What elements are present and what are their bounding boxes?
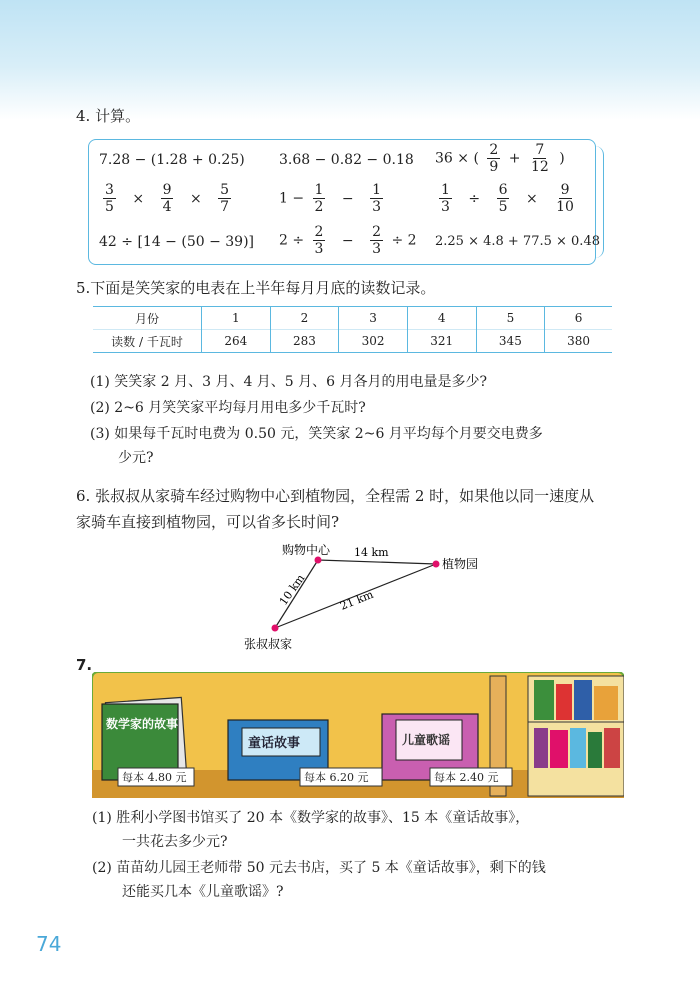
- calc-1b: 3.68 − 0.82 − 0.18: [279, 152, 414, 168]
- calc-2b: 1 − $\frac{1}{2}$ − $\frac{1}{3}$: [279, 182, 382, 215]
- label-d3: 21 km: [338, 587, 376, 613]
- calc-3c: 2.25 × 4.8 + 77.5 × 0.48: [435, 234, 600, 249]
- label-home: 张叔叔家: [244, 637, 293, 651]
- book1-title: 数学家的故事: [106, 717, 179, 731]
- point-shopping: [315, 557, 322, 564]
- price-tag: 每本 6.20 元: [304, 771, 369, 784]
- cell-reading: 302: [339, 330, 408, 353]
- q5-sub1: (1) 笑笑家 2 月、3 月、4 月、5 月、6 月各月的用电量是多少?: [90, 374, 488, 390]
- page-number: 74: [36, 932, 62, 956]
- cell-month: 6: [545, 307, 612, 330]
- q6-line2: 家骑车直接到植物园，可以省多长时间?: [76, 513, 340, 531]
- cell-reading: 321: [407, 330, 476, 353]
- book2-title: 童话故事: [248, 736, 301, 751]
- q5-label: 5.下面是笑笑家的电表在上半年每月月底的读数记录。: [76, 279, 436, 297]
- bookshelf-illustration: [92, 672, 624, 798]
- calc-1c: 36 × ( $\frac{2}{9}$ + $\frac{7}{12}$ ): [435, 142, 565, 175]
- q5-sub3-line1: (3) 如果每千瓦时电费为 0.50 元，笑笑家 2~6 月平均每个月要交电费多: [90, 426, 543, 442]
- book3-title: 儿童歌谣: [402, 733, 451, 747]
- route-map: [230, 536, 510, 656]
- q6-line1: 6. 张叔叔从家骑车经过购物中心到植物园，全程需 2 时，如果他以同一速度从: [76, 487, 595, 505]
- calc-1a: 7.28 − (1.28 + 0.25): [99, 152, 245, 168]
- calc-3a: 42 ÷ [14 − (50 − 39)]: [99, 234, 254, 250]
- calc-2c: $\frac{1}{3}$ ÷ $\frac{6}{5}$ × $\frac{9}{10}$: [441, 182, 574, 215]
- header-reading: 读数 / 千瓦时: [93, 330, 202, 353]
- point-garden: [433, 561, 440, 568]
- header-band: [0, 0, 700, 120]
- cell-month: 2: [270, 307, 339, 330]
- price-tag: 每本 2.40 元: [434, 771, 499, 784]
- route-shop-garden: [318, 560, 436, 564]
- q5-sub2: (2) 2~6 月笑笑家平均每月用电多少千瓦时?: [90, 400, 366, 416]
- calc-3b: 2 ÷ $\frac{2}{3}$ − $\frac{2}{3}$ ÷ 2: [279, 224, 417, 257]
- q7-label: 7.: [76, 656, 93, 674]
- cell-month: 3: [339, 307, 408, 330]
- cell-reading: 283: [270, 330, 339, 353]
- label-d2: 10 km: [276, 571, 308, 608]
- label-garden: 植物园: [442, 557, 479, 571]
- cell-month: 1: [202, 307, 271, 330]
- q7-sub2-line1: (2) 苗苗幼儿园王老师带 50 元去书店，买了 5 本《童话故事》，剩下的钱: [92, 860, 546, 876]
- cell-reading: 345: [476, 330, 545, 353]
- q7-sub1-line1: (1) 胜利小学图书馆买了 20 本《数学家的故事》、15 本《童话故事》，: [92, 810, 530, 826]
- label-d1: 14 km: [354, 546, 389, 559]
- meter-table: [93, 306, 612, 353]
- cell-reading: 264: [202, 330, 271, 353]
- q4-label: 4. 计算。: [76, 107, 141, 125]
- point-home: [272, 625, 279, 632]
- cell-reading: 380: [545, 330, 612, 353]
- header-month: 月份: [93, 307, 202, 330]
- calc-2a: $\frac{3}{5}$ × $\frac{9}{4}$ × $\frac{5}{7}$: [105, 182, 230, 215]
- q7-sub1-line2: 一共花去多少元?: [122, 834, 228, 850]
- cell-month: 4: [407, 307, 476, 330]
- cell-month: 5: [476, 307, 545, 330]
- price-tag: 每本 4.80 元: [122, 771, 187, 784]
- q5-sub3-line2: 少元?: [118, 450, 154, 466]
- calc-box: [88, 139, 600, 265]
- label-shopping: 购物中心: [282, 543, 331, 557]
- q7-sub2-line2: 还能买几本《儿童歌谣》?: [122, 884, 284, 900]
